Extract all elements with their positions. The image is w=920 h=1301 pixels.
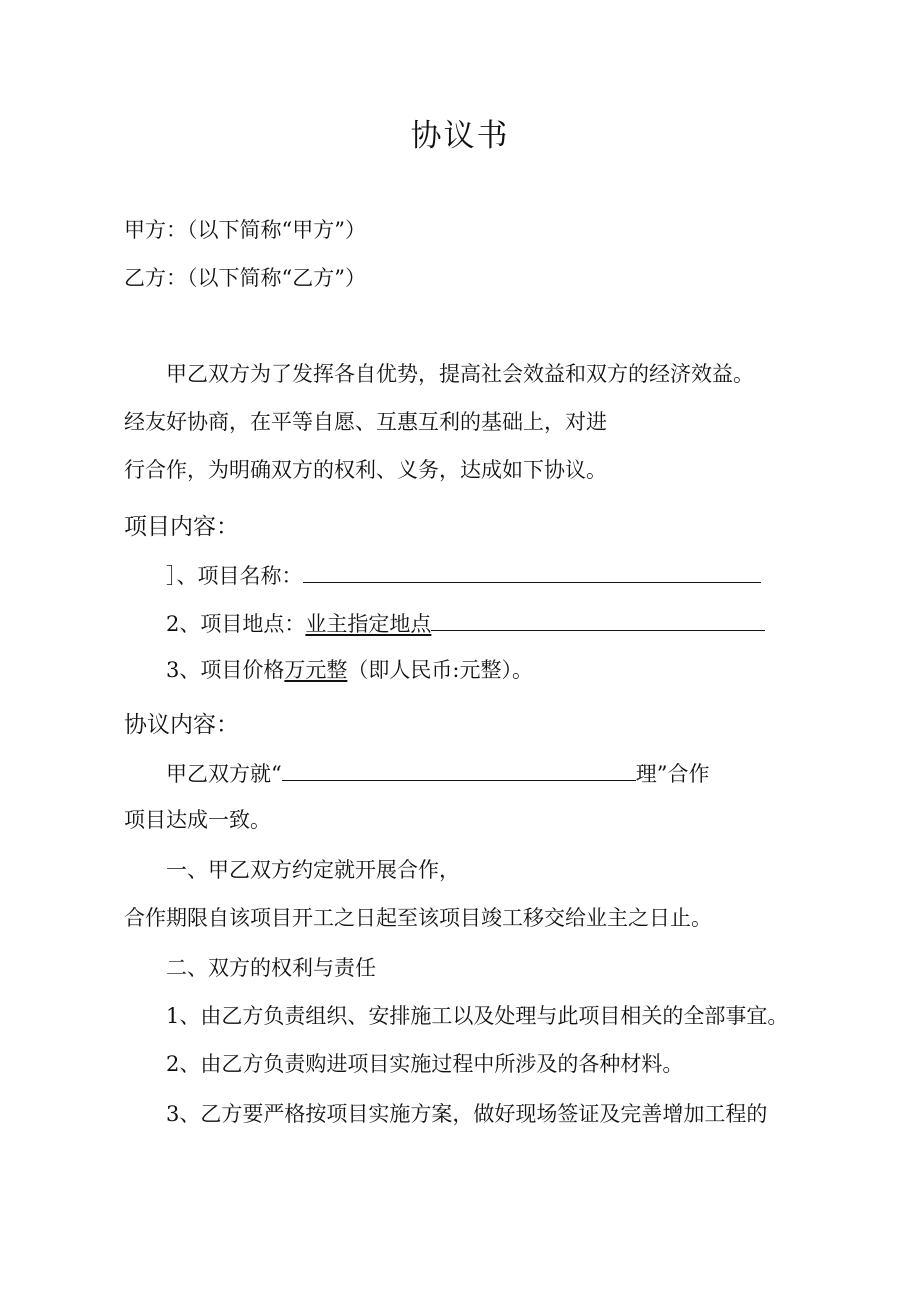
project-location-line [166, 608, 765, 638]
clause-2-3: 3、乙方要严格按项目实施方案，做好现场签证及完善增加工程的 [166, 1102, 768, 1126]
consensus-end: 理”合作 [635, 762, 710, 786]
project-name-blank [303, 560, 761, 583]
document-title: 协议书 [410, 118, 510, 154]
project-name-label: ］、项目名称： [166, 564, 303, 588]
agreement-heading: 协议内容： [124, 712, 239, 738]
clause-1: 一、甲乙双方约定就开展合作， [166, 858, 460, 882]
agreement-consensus-line [166, 758, 710, 788]
clause-1-line-2: 合作期限自该项目开工之日起至该项目竣工移交给业主之日止。 [124, 906, 712, 930]
project-location-blank [431, 608, 765, 631]
intro-line-1: 甲乙双方为了发挥各自优势，提高社会效益和双方的经济效益。 [166, 362, 754, 386]
project-price-label: 3、项目价格 [166, 658, 285, 682]
clause-2-1: 1、由乙方负责组织、安排施工以及处理与此项目相关的全部事宜。 [166, 1004, 789, 1028]
project-heading: 项目内容： [124, 514, 239, 540]
consensus-blank [282, 758, 636, 781]
clause-2: 二、双方的权利与责任 [166, 956, 376, 980]
project-price-value: 万元整 [284, 658, 348, 682]
agreement-consensus-line-2: 项目达成一致。 [124, 808, 271, 832]
project-location-label: 2、项目地点： [166, 612, 306, 636]
project-price-suffix: （即人民币:元整）。 [347, 658, 533, 682]
party-b-line: 乙方：（以下简称“乙方”） [124, 266, 366, 290]
intro-line-2: 经友好协商，在平等自愿、互惠互利的基础上，对进 [124, 410, 607, 434]
project-name-line [166, 560, 761, 590]
project-price-line [166, 656, 533, 684]
clause-2-2: 2、由乙方负责购进项目实施过程中所涉及的各种材料。 [166, 1052, 684, 1076]
consensus-start: 甲乙双方就“ [166, 762, 282, 786]
intro-line-3: 行合作，为明确双方的权利、义务，达成如下协议。 [124, 458, 607, 482]
project-location-value: 业主指定地点 [305, 612, 432, 636]
party-a-line: 甲方：（以下简称“甲方”） [124, 218, 366, 242]
